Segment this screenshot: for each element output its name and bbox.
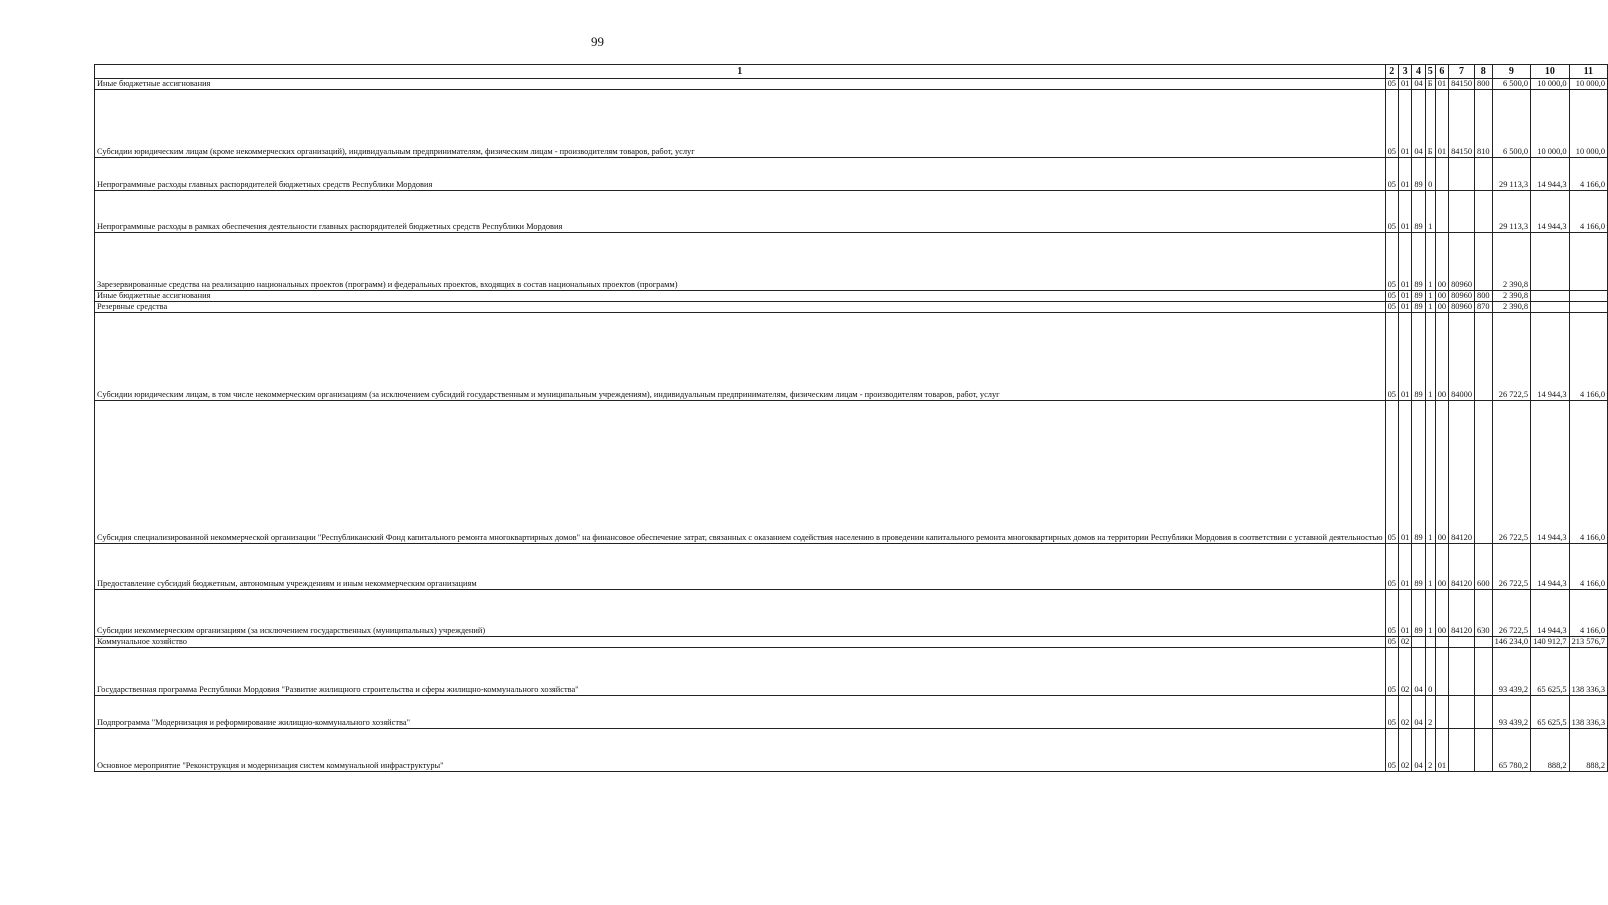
- cell-col-3: 02: [1398, 648, 1411, 696]
- cell-col-11: 10 000,0: [1569, 79, 1608, 90]
- row-name-cell: Основное мероприятие "Реконструкция и модернизация систем коммунальной инфраструктуры": [95, 729, 1386, 772]
- cell-col-10: 14 944,3: [1531, 313, 1570, 401]
- row-name-cell: Непрограммные расходы главных распорядителей бюджетных средств Республики Мордовия: [95, 158, 1386, 191]
- table-row: [95, 544, 1608, 590]
- cell-col-9: 2 390,8: [1492, 233, 1531, 291]
- cell-col-8: [1475, 696, 1493, 729]
- cell-col-4: 04: [1412, 696, 1425, 729]
- cell-col-7: [1449, 648, 1475, 696]
- cell-col-3: 01: [1398, 158, 1411, 191]
- cell-col-11: 10 000,0: [1569, 90, 1608, 158]
- cell-col-11: 4 166,0: [1569, 590, 1608, 637]
- cell-col-10: [1531, 233, 1570, 291]
- cell-col-3: 02: [1398, 729, 1411, 772]
- cell-col-11: [1569, 302, 1608, 313]
- cell-col-2: 05: [1385, 79, 1398, 90]
- cell-col-8: 600: [1475, 544, 1493, 590]
- cell-col-2: 05: [1385, 313, 1398, 401]
- cell-col-4: 89: [1412, 544, 1425, 590]
- cell-col-11: [1569, 233, 1608, 291]
- cell-col-8: [1475, 637, 1493, 648]
- row-name-cell: Резервные средства: [95, 302, 1386, 313]
- cell-col-10: 65 625,5: [1531, 696, 1570, 729]
- cell-col-5: 1: [1425, 401, 1435, 544]
- cell-col-8: [1475, 401, 1493, 544]
- cell-col-5: 2: [1425, 729, 1435, 772]
- cell-col-8: [1475, 158, 1493, 191]
- column-header-11: 11: [1569, 65, 1608, 79]
- row-name-cell: Зарезервированные средства на реализацию национальных проектов (программ) и федеральных проектов, входящих в состав национальных проектов (программ): [95, 233, 1386, 291]
- cell-col-7: 84120: [1449, 590, 1475, 637]
- header-row: [95, 65, 1608, 79]
- cell-col-7: [1449, 637, 1475, 648]
- cell-col-7: 80960: [1449, 291, 1475, 302]
- cell-col-5: 1: [1425, 302, 1435, 313]
- cell-col-2: 05: [1385, 90, 1398, 158]
- cell-col-3: 01: [1398, 302, 1411, 313]
- cell-col-7: [1449, 158, 1475, 191]
- cell-col-4: 89: [1412, 191, 1425, 233]
- cell-col-2: 05: [1385, 648, 1398, 696]
- cell-col-7: 80960: [1449, 233, 1475, 291]
- cell-col-5: 1: [1425, 544, 1435, 590]
- cell-col-9: 93 439,2: [1492, 648, 1531, 696]
- cell-col-9: 26 722,5: [1492, 544, 1531, 590]
- cell-col-2: 05: [1385, 191, 1398, 233]
- cell-col-11: 4 166,0: [1569, 401, 1608, 544]
- row-name-cell: Субсидии некоммерческим организациям (за исключением государственных (муниципальных) учреждений): [95, 590, 1386, 637]
- table-row: [95, 637, 1608, 648]
- table-row: [95, 401, 1608, 544]
- cell-col-7: 84120: [1449, 401, 1475, 544]
- cell-col-11: 4 166,0: [1569, 544, 1608, 590]
- cell-col-9: 2 390,8: [1492, 302, 1531, 313]
- cell-col-9: 2 390,8: [1492, 291, 1531, 302]
- cell-col-10: 10 000,0: [1531, 79, 1570, 90]
- cell-col-8: [1475, 313, 1493, 401]
- cell-col-2: 05: [1385, 729, 1398, 772]
- table-row: [95, 313, 1608, 401]
- cell-col-8: [1475, 233, 1493, 291]
- cell-col-5: Б: [1425, 79, 1435, 90]
- cell-col-6: 01: [1435, 90, 1448, 158]
- table-row: [95, 590, 1608, 637]
- cell-col-6: [1435, 191, 1448, 233]
- cell-col-7: [1449, 729, 1475, 772]
- column-header-6: 6: [1435, 65, 1448, 79]
- cell-col-3: 01: [1398, 191, 1411, 233]
- column-header-8: 8: [1475, 65, 1493, 79]
- cell-col-4: 04: [1412, 729, 1425, 772]
- cell-col-10: 888,2: [1531, 729, 1570, 772]
- cell-col-8: 800: [1475, 79, 1493, 90]
- table-row: [95, 79, 1608, 90]
- cell-col-10: [1531, 291, 1570, 302]
- cell-col-11: 4 166,0: [1569, 158, 1608, 191]
- cell-col-5: 1: [1425, 233, 1435, 291]
- cell-col-9: 29 113,3: [1492, 191, 1531, 233]
- cell-col-2: 05: [1385, 291, 1398, 302]
- cell-col-2: 05: [1385, 637, 1398, 648]
- cell-col-2: 05: [1385, 590, 1398, 637]
- cell-col-10: [1531, 302, 1570, 313]
- cell-col-4: 04: [1412, 648, 1425, 696]
- cell-col-7: 84150: [1449, 79, 1475, 90]
- cell-col-9: 26 722,5: [1492, 313, 1531, 401]
- cell-col-10: 14 944,3: [1531, 191, 1570, 233]
- cell-col-8: 870: [1475, 302, 1493, 313]
- cell-col-3: 01: [1398, 90, 1411, 158]
- cell-col-2: 05: [1385, 401, 1398, 544]
- cell-col-6: 00: [1435, 590, 1448, 637]
- cell-col-10: 14 944,3: [1531, 544, 1570, 590]
- cell-col-5: 1: [1425, 191, 1435, 233]
- cell-col-6: 01: [1435, 79, 1448, 90]
- row-name-cell: Субсидия специализированной некоммерческой организации "Республиканский Фонд капитального ремонта многоквартирных домов" на финансовое обеспечение затрат, связанных с оказанием содействия населению в проведении капитального ремонта многоквартирных домов на территории Республики Мордовия в соответствии с уставной деятельностью: [95, 401, 1386, 544]
- row-name-cell: Предоставление субсидий бюджетным, автономным учреждениям и иным некоммерческим организациям: [95, 544, 1386, 590]
- cell-col-6: 00: [1435, 544, 1448, 590]
- cell-col-5: 0: [1425, 158, 1435, 191]
- table-row: [95, 696, 1608, 729]
- cell-col-11: 213 576,7: [1569, 637, 1608, 648]
- cell-col-11: [1569, 291, 1608, 302]
- cell-col-7: [1449, 191, 1475, 233]
- cell-col-5: 0: [1425, 648, 1435, 696]
- cell-col-11: 4 166,0: [1569, 191, 1608, 233]
- cell-col-6: 01: [1435, 729, 1448, 772]
- cell-col-4: 89: [1412, 302, 1425, 313]
- cell-col-3: 01: [1398, 313, 1411, 401]
- cell-col-8: 630: [1475, 590, 1493, 637]
- cell-col-6: [1435, 158, 1448, 191]
- column-header-10: 10: [1531, 65, 1570, 79]
- column-header-7: 7: [1449, 65, 1475, 79]
- cell-col-9: 93 439,2: [1492, 696, 1531, 729]
- cell-col-11: 138 336,3: [1569, 648, 1608, 696]
- table-row: [95, 158, 1608, 191]
- cell-col-6: [1435, 696, 1448, 729]
- cell-col-2: 05: [1385, 158, 1398, 191]
- cell-col-4: [1412, 637, 1425, 648]
- page-number: 99: [591, 34, 604, 49]
- cell-col-6: 00: [1435, 313, 1448, 401]
- row-name-cell: Государственная программа Республики Мордовия "Развитие жилищного строительства и сферы жилищно-коммунального хозяйства": [95, 648, 1386, 696]
- cell-col-9: 29 113,3: [1492, 158, 1531, 191]
- cell-col-8: 810: [1475, 90, 1493, 158]
- budget-table: [94, 64, 1608, 772]
- cell-col-5: 1: [1425, 291, 1435, 302]
- cell-col-8: [1475, 191, 1493, 233]
- column-header-1: 1: [95, 65, 1386, 79]
- table-row: [95, 90, 1608, 158]
- cell-col-9: 146 234,0: [1492, 637, 1531, 648]
- row-name-cell: Иные бюджетные ассигнования: [95, 291, 1386, 302]
- cell-col-8: [1475, 729, 1493, 772]
- table-row: [95, 302, 1608, 313]
- cell-col-10: 10 000,0: [1531, 90, 1570, 158]
- cell-col-7: [1449, 696, 1475, 729]
- cell-col-10: 14 944,3: [1531, 590, 1570, 637]
- cell-col-6: [1435, 648, 1448, 696]
- row-name-cell: Субсидии юридическим лицам (кроме некоммерческих организаций), индивидуальным предпринимателям, физическим лицам - производителям товаров, работ, услуг: [95, 90, 1386, 158]
- cell-col-6: 00: [1435, 401, 1448, 544]
- column-header-3: 3: [1398, 65, 1411, 79]
- cell-col-3: 01: [1398, 291, 1411, 302]
- table-row: [95, 191, 1608, 233]
- cell-col-9: 26 722,5: [1492, 401, 1531, 544]
- cell-col-9: 65 780,2: [1492, 729, 1531, 772]
- cell-col-4: 89: [1412, 291, 1425, 302]
- cell-col-8: [1475, 648, 1493, 696]
- cell-col-5: 2: [1425, 696, 1435, 729]
- cell-col-4: 89: [1412, 233, 1425, 291]
- cell-col-2: 05: [1385, 544, 1398, 590]
- cell-col-10: 140 912,7: [1531, 637, 1570, 648]
- cell-col-5: 1: [1425, 590, 1435, 637]
- cell-col-4: 04: [1412, 79, 1425, 90]
- cell-col-10: 65 625,5: [1531, 648, 1570, 696]
- cell-col-7: 80960: [1449, 302, 1475, 313]
- row-name-cell: Непрограммные расходы в рамках обеспечения деятельности главных распорядителей бюджетных средств Республики Мордовия: [95, 191, 1386, 233]
- cell-col-4: 89: [1412, 590, 1425, 637]
- cell-col-7: 84000: [1449, 313, 1475, 401]
- cell-col-7: 84120: [1449, 544, 1475, 590]
- cell-col-11: 138 336,3: [1569, 696, 1608, 729]
- cell-col-8: 800: [1475, 291, 1493, 302]
- cell-col-3: 01: [1398, 590, 1411, 637]
- cell-col-11: 888,2: [1569, 729, 1608, 772]
- table-row: [95, 291, 1608, 302]
- row-name-cell: Коммунальное хозяйство: [95, 637, 1386, 648]
- table-row: [95, 729, 1608, 772]
- row-name-cell: Иные бюджетные ассигнования: [95, 79, 1386, 90]
- cell-col-3: 01: [1398, 401, 1411, 544]
- column-header-5: 5: [1425, 65, 1435, 79]
- cell-col-10: 14 944,3: [1531, 401, 1570, 544]
- cell-col-4: 04: [1412, 90, 1425, 158]
- cell-col-4: 89: [1412, 313, 1425, 401]
- column-header-4: 4: [1412, 65, 1425, 79]
- cell-col-3: 01: [1398, 544, 1411, 590]
- cell-col-2: 05: [1385, 233, 1398, 291]
- row-name-cell: Субсидии юридическим лицам, в том числе некоммерческим организациям (за исключением субсидий государственным и муниципальным учреждениям), индивидуальным предпринимателям, физическим лицам - производителям товаров, работ, услуг: [95, 313, 1386, 401]
- cell-col-6: 00: [1435, 233, 1448, 291]
- cell-col-9: 6 500,0: [1492, 79, 1531, 90]
- cell-col-6: [1435, 637, 1448, 648]
- cell-col-4: 89: [1412, 158, 1425, 191]
- cell-col-4: 89: [1412, 401, 1425, 544]
- cell-col-5: Б: [1425, 90, 1435, 158]
- table-row: [95, 648, 1608, 696]
- cell-col-7: 84150: [1449, 90, 1475, 158]
- cell-col-10: 14 944,3: [1531, 158, 1570, 191]
- row-name-cell: Подпрограмма "Модернизация и реформирование жилищно-коммунального хозяйства": [95, 696, 1386, 729]
- table-row: [95, 233, 1608, 291]
- column-header-2: 2: [1385, 65, 1398, 79]
- cell-col-5: 1: [1425, 313, 1435, 401]
- cell-col-5: [1425, 637, 1435, 648]
- cell-col-9: 6 500,0: [1492, 90, 1531, 158]
- cell-col-6: 00: [1435, 291, 1448, 302]
- table-body: [95, 79, 1608, 772]
- cell-col-2: 05: [1385, 302, 1398, 313]
- cell-col-3: 02: [1398, 637, 1411, 648]
- cell-col-9: 26 722,5: [1492, 590, 1531, 637]
- cell-col-3: 01: [1398, 79, 1411, 90]
- cell-col-3: 01: [1398, 233, 1411, 291]
- cell-col-6: 00: [1435, 302, 1448, 313]
- cell-col-11: 4 166,0: [1569, 313, 1608, 401]
- cell-col-3: 02: [1398, 696, 1411, 729]
- cell-col-2: 05: [1385, 696, 1398, 729]
- column-header-9: 9: [1492, 65, 1531, 79]
